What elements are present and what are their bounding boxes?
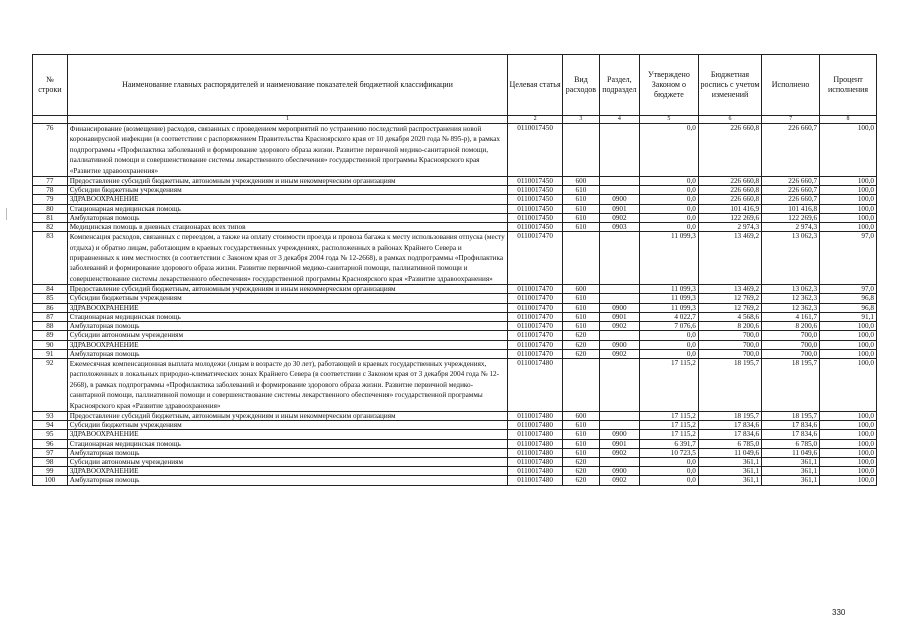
approved-amount-cell: 11 099,3 bbox=[639, 303, 698, 312]
percent-cell: 100,0 bbox=[820, 439, 877, 448]
executed-amount-cell: 13 062,3 bbox=[762, 285, 820, 294]
row-number-cell: 82 bbox=[33, 223, 68, 232]
executed-amount-cell: 101 416,8 bbox=[762, 204, 820, 213]
expense-type-cell: 610 bbox=[562, 303, 599, 312]
target-article-cell: 0110017450 bbox=[508, 177, 563, 186]
row-name-cell: Ежемесячная компенсационная выплата молодежи (лицам в возрасте до 30 лет), работающей в краевых государственных учреждениях, расположенных в локальных природно-климатических зонах Крайнего Севера (в соответствии с Законом края от 3 декабря 2004 года № 12-2668), в рамках подпрограммы «Профилактика заболеваний и формирование здорового образа жизни. Развитие первичной медико-санитарной помощи, паллиативной помощи и совершенствование системы лекарственного обеспечения» государственной программы Красноярского края «Развитие здравоохранения» bbox=[67, 358, 507, 411]
target-article-cell: 0110017450 bbox=[508, 124, 563, 177]
row-number-cell: 95 bbox=[33, 430, 68, 439]
percent-cell: 100,0 bbox=[820, 457, 877, 466]
row-name-cell: ЗДРАВООХРАНЕНИЕ bbox=[67, 303, 507, 312]
expense-type-cell: 620 bbox=[562, 349, 599, 358]
expense-type-cell: 620 bbox=[562, 476, 599, 485]
expense-type-cell: 610 bbox=[562, 195, 599, 204]
column-index-cell: 2 bbox=[508, 116, 563, 124]
row-number-cell: 78 bbox=[33, 186, 68, 195]
table-row bbox=[33, 476, 877, 485]
budget-plan-cell: 8 200,6 bbox=[698, 322, 761, 331]
row-name-cell: Стационарная медицинская помощь bbox=[67, 439, 507, 448]
section-cell: 0900 bbox=[599, 195, 639, 204]
expense-type-cell: 610 bbox=[562, 421, 599, 430]
table-row bbox=[33, 124, 877, 177]
target-article-cell: 0110017480 bbox=[508, 439, 563, 448]
section-cell: 0900 bbox=[599, 340, 639, 349]
row-number-cell: 80 bbox=[33, 204, 68, 213]
percent-cell: 100,0 bbox=[820, 421, 877, 430]
budget-plan-cell: 361,1 bbox=[698, 467, 761, 476]
row-name-cell: Медицинская помощь в дневных стационарах всех типов bbox=[67, 223, 507, 232]
budget-plan-cell: 226 660,8 bbox=[698, 124, 761, 177]
row-number-cell: 90 bbox=[33, 340, 68, 349]
section-cell: 0900 bbox=[599, 467, 639, 476]
section-cell: 0901 bbox=[599, 312, 639, 321]
row-name-cell: Стационарная медицинская помощь bbox=[67, 204, 507, 213]
row-name-cell: Амбулаторная помощь bbox=[67, 322, 507, 331]
executed-amount-cell: 226 660,7 bbox=[762, 177, 820, 186]
approved-amount-cell: 0,0 bbox=[639, 124, 698, 177]
expense-type-cell: 620 bbox=[562, 331, 599, 340]
percent-cell: 100,0 bbox=[820, 195, 877, 204]
row-name-cell: Субсидии автономным учреждениям bbox=[67, 331, 507, 340]
header-name: Наименование главных распорядителей и наименование показателей бюджетной классификации bbox=[67, 55, 507, 116]
budget-plan-cell: 361,1 bbox=[698, 476, 761, 485]
percent-cell: 100,0 bbox=[820, 186, 877, 195]
section-cell bbox=[599, 186, 639, 195]
header-budget-plan: Бюджетная роспись с учетом изменений bbox=[698, 55, 761, 116]
executed-amount-cell: 700,0 bbox=[762, 349, 820, 358]
approved-amount-cell: 0,0 bbox=[639, 213, 698, 222]
executed-amount-cell: 226 660,7 bbox=[762, 186, 820, 195]
approved-amount-cell: 0,0 bbox=[639, 223, 698, 232]
expense-type-cell: 620 bbox=[562, 340, 599, 349]
section-cell: 0901 bbox=[599, 204, 639, 213]
section-cell: 0902 bbox=[599, 322, 639, 331]
target-article-cell: 0110017470 bbox=[508, 340, 563, 349]
row-number-cell: 99 bbox=[33, 467, 68, 476]
table-body bbox=[33, 124, 877, 486]
target-article-cell: 0110017480 bbox=[508, 457, 563, 466]
approved-amount-cell: 0,0 bbox=[639, 349, 698, 358]
row-number-cell: 77 bbox=[33, 177, 68, 186]
expense-type-cell: 610 bbox=[562, 213, 599, 222]
approved-amount-cell: 7 076,6 bbox=[639, 322, 698, 331]
section-cell bbox=[599, 358, 639, 411]
executed-amount-cell: 4 161,7 bbox=[762, 312, 820, 321]
row-name-cell: Субсидии бюджетным учреждениям bbox=[67, 294, 507, 303]
executed-amount-cell: 122 269,6 bbox=[762, 213, 820, 222]
table-row bbox=[33, 312, 877, 321]
percent-cell: 100,0 bbox=[820, 177, 877, 186]
section-cell: 0902 bbox=[599, 448, 639, 457]
budget-plan-cell: 4 568,6 bbox=[698, 312, 761, 321]
approved-amount-cell: 11 099,3 bbox=[639, 232, 698, 285]
target-article-cell: 0110017450 bbox=[508, 186, 563, 195]
executed-amount-cell: 700,0 bbox=[762, 331, 820, 340]
row-name-cell: ЗДРАВООХРАНЕНИЕ bbox=[67, 430, 507, 439]
row-number-cell: 83 bbox=[33, 232, 68, 285]
header-section: Раздел, подраздел bbox=[599, 55, 639, 116]
row-name-cell: ЗДРАВООХРАНЕНИЕ bbox=[67, 467, 507, 476]
row-number-cell: 96 bbox=[33, 439, 68, 448]
header-row-number: № строки bbox=[33, 55, 68, 116]
row-number-cell: 88 bbox=[33, 322, 68, 331]
executed-amount-cell: 361,1 bbox=[762, 467, 820, 476]
target-article-cell: 0110017470 bbox=[508, 294, 563, 303]
row-name-cell: Предоставление субсидий бюджетным, автономным учреждениям и иным некоммерческим организациям bbox=[67, 285, 507, 294]
percent-cell: 100,0 bbox=[820, 358, 877, 411]
approved-amount-cell: 17 115,2 bbox=[639, 430, 698, 439]
scan-margin-mark bbox=[6, 208, 7, 220]
budget-plan-cell: 226 660,8 bbox=[698, 186, 761, 195]
table-row bbox=[33, 177, 877, 186]
budget-plan-cell: 12 769,2 bbox=[698, 303, 761, 312]
budget-plan-cell: 361,1 bbox=[698, 457, 761, 466]
percent-cell: 100,0 bbox=[820, 476, 877, 485]
table-row bbox=[33, 448, 877, 457]
table-row bbox=[33, 467, 877, 476]
budget-plan-cell: 101 416,9 bbox=[698, 204, 761, 213]
executed-amount-cell: 11 049,6 bbox=[762, 448, 820, 457]
approved-amount-cell: 0,0 bbox=[639, 331, 698, 340]
table-row bbox=[33, 285, 877, 294]
percent-cell: 91,1 bbox=[820, 312, 877, 321]
target-article-cell: 0110017480 bbox=[508, 411, 563, 420]
expense-type-cell: 610 bbox=[562, 312, 599, 321]
column-index-cell: 5 bbox=[639, 116, 698, 124]
target-article-cell: 0110017470 bbox=[508, 285, 563, 294]
budget-plan-cell: 11 049,6 bbox=[698, 448, 761, 457]
percent-cell: 100,0 bbox=[820, 322, 877, 331]
section-cell: 0902 bbox=[599, 349, 639, 358]
executed-amount-cell: 17 834,6 bbox=[762, 430, 820, 439]
table-header-row bbox=[33, 55, 877, 116]
row-name-cell: ЗДРАВООХРАНЕНИЕ bbox=[67, 195, 507, 204]
target-article-cell: 0110017480 bbox=[508, 467, 563, 476]
target-article-cell: 0110017470 bbox=[508, 322, 563, 331]
percent-cell: 100,0 bbox=[820, 223, 877, 232]
header-expense-type: Вид расходов bbox=[562, 55, 599, 116]
approved-amount-cell: 6 391,7 bbox=[639, 439, 698, 448]
header-percent: Процент исполнения bbox=[820, 55, 877, 116]
row-name-cell: Амбулаторная помощь bbox=[67, 448, 507, 457]
row-name-cell: Амбулаторная помощь bbox=[67, 476, 507, 485]
target-article-cell: 0110017470 bbox=[508, 331, 563, 340]
budget-plan-cell: 12 769,2 bbox=[698, 294, 761, 303]
column-index-cell bbox=[33, 116, 68, 124]
row-number-cell: 79 bbox=[33, 195, 68, 204]
column-index-cell: 8 bbox=[820, 116, 877, 124]
row-number-cell: 84 bbox=[33, 285, 68, 294]
expense-type-cell: 610 bbox=[562, 186, 599, 195]
target-article-cell: 0110017480 bbox=[508, 358, 563, 411]
budget-execution-table bbox=[32, 54, 877, 486]
percent-cell: 100,0 bbox=[820, 331, 877, 340]
row-number-cell: 94 bbox=[33, 421, 68, 430]
percent-cell: 100,0 bbox=[820, 204, 877, 213]
header-executed: Исполнено bbox=[762, 55, 820, 116]
budget-plan-cell: 226 660,8 bbox=[698, 195, 761, 204]
table-row bbox=[33, 232, 877, 285]
row-number-cell: 89 bbox=[33, 331, 68, 340]
row-name-cell: ЗДРАВООХРАНЕНИЕ bbox=[67, 340, 507, 349]
budget-plan-cell: 13 469,2 bbox=[698, 285, 761, 294]
column-index-cell: 6 bbox=[698, 116, 761, 124]
column-index-cell: 7 bbox=[762, 116, 820, 124]
approved-amount-cell: 11 099,3 bbox=[639, 285, 698, 294]
row-number-cell: 76 bbox=[33, 124, 68, 177]
executed-amount-cell: 18 195,7 bbox=[762, 411, 820, 420]
section-cell bbox=[599, 232, 639, 285]
approved-amount-cell: 11 099,3 bbox=[639, 294, 698, 303]
section-cell bbox=[599, 331, 639, 340]
section-cell: 0900 bbox=[599, 303, 639, 312]
row-name-cell: Субсидии бюджетным учреждениям bbox=[67, 421, 507, 430]
table-row bbox=[33, 331, 877, 340]
budget-plan-cell: 700,0 bbox=[698, 340, 761, 349]
budget-plan-cell: 18 195,7 bbox=[698, 358, 761, 411]
approved-amount-cell: 0,0 bbox=[639, 340, 698, 349]
budget-plan-cell: 700,0 bbox=[698, 331, 761, 340]
row-number-cell: 81 bbox=[33, 213, 68, 222]
table-row bbox=[33, 340, 877, 349]
percent-cell: 96,8 bbox=[820, 303, 877, 312]
table-row bbox=[33, 349, 877, 358]
percent-cell: 100,0 bbox=[820, 430, 877, 439]
table-row bbox=[33, 213, 877, 222]
expense-type-cell: 610 bbox=[562, 322, 599, 331]
expense-type-cell: 600 bbox=[562, 177, 599, 186]
budget-plan-cell: 226 660,8 bbox=[698, 177, 761, 186]
budget-plan-cell: 122 269,6 bbox=[698, 213, 761, 222]
table-row bbox=[33, 223, 877, 232]
table-row bbox=[33, 204, 877, 213]
expense-type-cell: 620 bbox=[562, 467, 599, 476]
section-cell bbox=[599, 421, 639, 430]
column-index-cell: 3 bbox=[562, 116, 599, 124]
approved-amount-cell: 0,0 bbox=[639, 457, 698, 466]
target-article-cell: 0110017450 bbox=[508, 195, 563, 204]
percent-cell: 97,0 bbox=[820, 285, 877, 294]
target-article-cell: 0110017480 bbox=[508, 448, 563, 457]
executed-amount-cell: 17 834,6 bbox=[762, 421, 820, 430]
table-row bbox=[33, 294, 877, 303]
approved-amount-cell: 0,0 bbox=[639, 177, 698, 186]
table-row bbox=[33, 421, 877, 430]
percent-cell: 100,0 bbox=[820, 411, 877, 420]
row-number-cell: 97 bbox=[33, 448, 68, 457]
executed-amount-cell: 13 062,3 bbox=[762, 232, 820, 285]
expense-type-cell: 610 bbox=[562, 439, 599, 448]
row-name-cell: Финансирование (возмещение) расходов, связанных с проведением мероприятий по устранению последствий распространения новой коронавирусной инфекции (в соответствии с распоряжением Правительства Красноярского края от 10 декабря 2020 года № 895-р), в рамках подпрограммы «Профилактика заболеваний и формирование здорового образа жизни. Развитие первичной медико-санитарной помощи, паллиативной помощи и совершенствование системы лекарственного обеспечения» государственной программы Красноярского края «Развитие здравоохранения» bbox=[67, 124, 507, 177]
table-row bbox=[33, 186, 877, 195]
column-index-cell: 1 bbox=[67, 116, 507, 124]
row-number-cell: 91 bbox=[33, 349, 68, 358]
budget-plan-cell: 17 834,6 bbox=[698, 430, 761, 439]
table-row bbox=[33, 322, 877, 331]
table-row bbox=[33, 439, 877, 448]
column-index-row bbox=[33, 116, 877, 124]
approved-amount-cell: 0,0 bbox=[639, 186, 698, 195]
executed-amount-cell: 8 200,6 bbox=[762, 322, 820, 331]
approved-amount-cell: 17 115,2 bbox=[639, 358, 698, 411]
page-number: 330 bbox=[832, 608, 846, 617]
row-name-cell: Компенсация расходов, связанных с переездом, а также на оплату стоимости проезда и провоза багажа к месту использования отпуска (месту отдыха) и обратно лицам, работающим в краевых государственных учреждениях, расположенных в районах Крайнего Севера и приравненных к ним местностях (в соответствии с Законом края от 3 декабря 2004 года № 12-2668), в рамках подпрограммы «Профилактика заболеваний и формирование здорового образа жизни. Развитие первичной медико-санитарной помощи, паллиативной помощи и совершенствование системы лекарственного обеспечения» государственной программы Красноярского края «Развитие здравоохранения» bbox=[67, 232, 507, 285]
target-article-cell: 0110017480 bbox=[508, 430, 563, 439]
target-article-cell: 0110017480 bbox=[508, 421, 563, 430]
expense-type-cell: 610 bbox=[562, 223, 599, 232]
approved-amount-cell: 0,0 bbox=[639, 467, 698, 476]
percent-cell: 100,0 bbox=[820, 448, 877, 457]
executed-amount-cell: 12 362,3 bbox=[762, 303, 820, 312]
approved-amount-cell: 0,0 bbox=[639, 195, 698, 204]
row-number-cell: 85 bbox=[33, 294, 68, 303]
row-name-cell: Субсидии бюджетным учреждениям bbox=[67, 186, 507, 195]
executed-amount-cell: 6 785,0 bbox=[762, 439, 820, 448]
percent-cell: 100,0 bbox=[820, 467, 877, 476]
row-name-cell: Предоставление субсидий бюджетным, автономным учреждениям и иным некоммерческим организациям bbox=[67, 411, 507, 420]
target-article-cell: 0110017480 bbox=[508, 476, 563, 485]
budget-plan-cell: 700,0 bbox=[698, 349, 761, 358]
section-cell bbox=[599, 285, 639, 294]
executed-amount-cell: 700,0 bbox=[762, 340, 820, 349]
row-number-cell: 98 bbox=[33, 457, 68, 466]
target-article-cell: 0110017470 bbox=[508, 312, 563, 321]
row-name-cell: Стационарная медицинская помощь bbox=[67, 312, 507, 321]
section-cell: 0901 bbox=[599, 439, 639, 448]
percent-cell: 100,0 bbox=[820, 213, 877, 222]
percent-cell: 100,0 bbox=[820, 340, 877, 349]
executed-amount-cell: 361,1 bbox=[762, 476, 820, 485]
expense-type-cell: 610 bbox=[562, 448, 599, 457]
row-number-cell: 92 bbox=[33, 358, 68, 411]
target-article-cell: 0110017450 bbox=[508, 223, 563, 232]
budget-plan-cell: 2 974,3 bbox=[698, 223, 761, 232]
target-article-cell: 0110017470 bbox=[508, 349, 563, 358]
budget-plan-cell: 17 834,6 bbox=[698, 421, 761, 430]
percent-cell: 97,0 bbox=[820, 232, 877, 285]
expense-type-cell bbox=[562, 358, 599, 411]
header-approved: Утверждено Законом о бюджете bbox=[639, 55, 698, 116]
expense-type-cell: 610 bbox=[562, 204, 599, 213]
percent-cell: 100,0 bbox=[820, 124, 877, 177]
budget-plan-cell: 6 785,0 bbox=[698, 439, 761, 448]
expense-type-cell: 620 bbox=[562, 457, 599, 466]
section-cell: 0900 bbox=[599, 430, 639, 439]
row-number-cell: 93 bbox=[33, 411, 68, 420]
executed-amount-cell: 226 660,7 bbox=[762, 124, 820, 177]
target-article-cell: 0110017470 bbox=[508, 232, 563, 285]
section-cell bbox=[599, 457, 639, 466]
approved-amount-cell: 17 115,2 bbox=[639, 411, 698, 420]
budget-plan-cell: 18 195,7 bbox=[698, 411, 761, 420]
header-target-article: Целевая статья bbox=[508, 55, 563, 116]
table-row bbox=[33, 457, 877, 466]
executed-amount-cell: 12 362,3 bbox=[762, 294, 820, 303]
table-row bbox=[33, 430, 877, 439]
section-cell bbox=[599, 294, 639, 303]
approved-amount-cell: 4 022,7 bbox=[639, 312, 698, 321]
expense-type-cell bbox=[562, 124, 599, 177]
expense-type-cell: 600 bbox=[562, 285, 599, 294]
row-number-cell: 100 bbox=[33, 476, 68, 485]
target-article-cell: 0110017450 bbox=[508, 204, 563, 213]
approved-amount-cell: 10 723,5 bbox=[639, 448, 698, 457]
table-row bbox=[33, 411, 877, 420]
budget-plan-cell: 13 469,2 bbox=[698, 232, 761, 285]
row-name-cell: Предоставление субсидий бюджетным, автономным учреждениям и иным некоммерческим организациям bbox=[67, 177, 507, 186]
expense-type-cell bbox=[562, 232, 599, 285]
executed-amount-cell: 2 974,3 bbox=[762, 223, 820, 232]
section-cell: 0902 bbox=[599, 213, 639, 222]
row-number-cell: 87 bbox=[33, 312, 68, 321]
section-cell bbox=[599, 177, 639, 186]
approved-amount-cell: 0,0 bbox=[639, 476, 698, 485]
table-row bbox=[33, 358, 877, 411]
section-cell bbox=[599, 411, 639, 420]
target-article-cell: 0110017470 bbox=[508, 303, 563, 312]
column-index-cell: 4 bbox=[599, 116, 639, 124]
expense-type-cell: 610 bbox=[562, 430, 599, 439]
table-row bbox=[33, 303, 877, 312]
expense-type-cell: 600 bbox=[562, 411, 599, 420]
executed-amount-cell: 226 660,7 bbox=[762, 195, 820, 204]
section-cell bbox=[599, 124, 639, 177]
executed-amount-cell: 18 195,7 bbox=[762, 358, 820, 411]
expense-type-cell: 610 bbox=[562, 294, 599, 303]
row-name-cell: Амбулаторная помощь bbox=[67, 213, 507, 222]
section-cell: 0903 bbox=[599, 223, 639, 232]
row-name-cell: Субсидии автономным учреждениям bbox=[67, 457, 507, 466]
section-cell: 0902 bbox=[599, 476, 639, 485]
percent-cell: 96,8 bbox=[820, 294, 877, 303]
approved-amount-cell: 0,0 bbox=[639, 204, 698, 213]
approved-amount-cell: 17 115,2 bbox=[639, 421, 698, 430]
executed-amount-cell: 361,1 bbox=[762, 457, 820, 466]
table-row bbox=[33, 195, 877, 204]
target-article-cell: 0110017450 bbox=[508, 213, 563, 222]
row-name-cell: Амбулаторная помощь bbox=[67, 349, 507, 358]
row-number-cell: 86 bbox=[33, 303, 68, 312]
percent-cell: 100,0 bbox=[820, 349, 877, 358]
